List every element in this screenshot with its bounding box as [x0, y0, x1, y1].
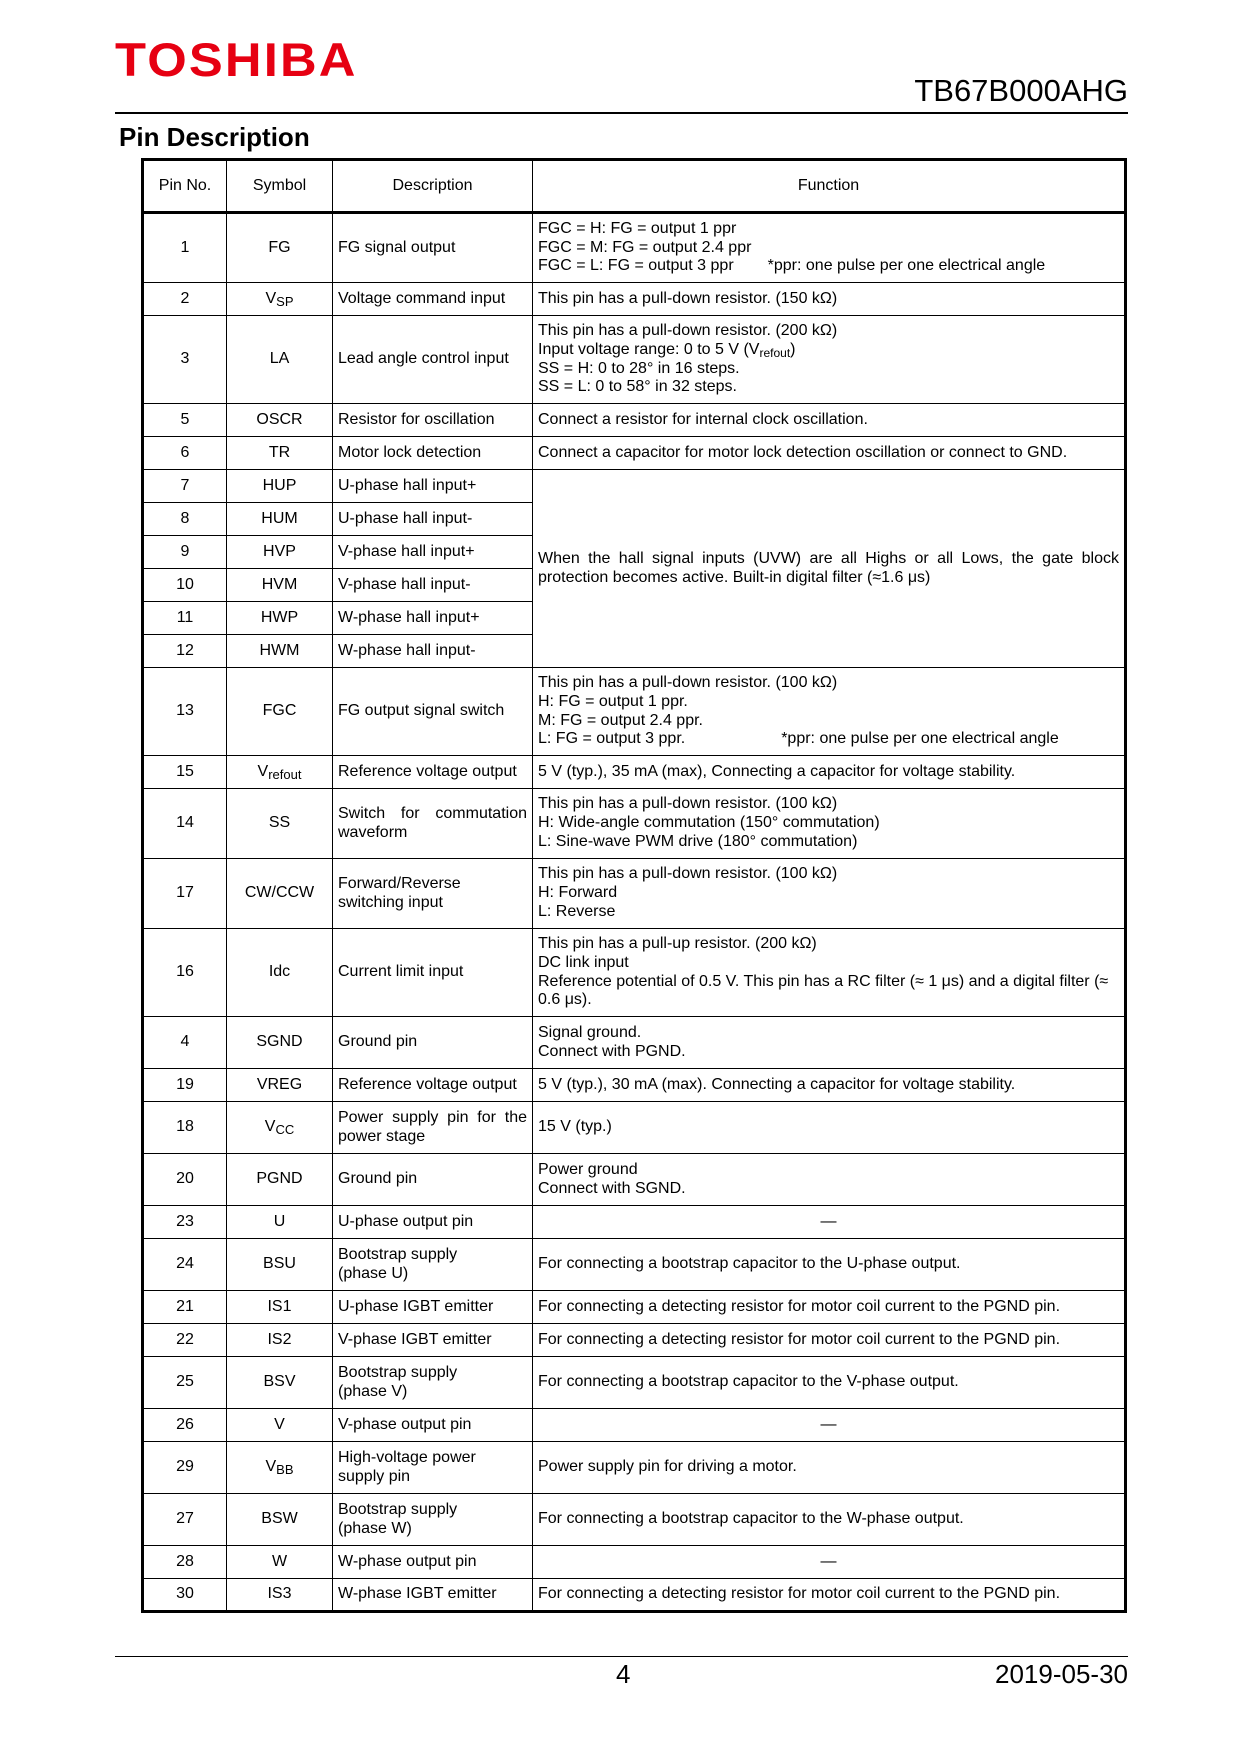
- function-line: Reference potential of 0.5 V. This pin has a RC filter (≈ 1 μs) and a digital filter (≈ 0.6 μs).: [538, 972, 1109, 1009]
- function-line: H: FG = output 1 ppr.: [538, 692, 688, 710]
- pin-symbol: SGND: [227, 1017, 333, 1069]
- function-line: SS = L: 0 to 58° in 32 steps.: [538, 378, 737, 396]
- pin-number: 28: [143, 1546, 227, 1579]
- pin-symbol: VREG: [227, 1069, 333, 1102]
- description-line: (phase U): [338, 1264, 409, 1282]
- function-line: Signal ground.: [538, 1023, 642, 1041]
- pin-description: V-phase output pin: [333, 1409, 533, 1442]
- table-row: [143, 1154, 1126, 1206]
- pin-symbol: BSW: [227, 1494, 333, 1546]
- pin-number: 3: [143, 316, 227, 404]
- pin-description: FG output signal switch: [333, 668, 533, 756]
- function-line: This pin has a pull-down resistor. (100 kΩ): [538, 865, 838, 883]
- pin-symbol: HUP: [227, 470, 333, 503]
- pin-symbol: FGC: [227, 668, 333, 756]
- description-line: Bootstrap supply: [338, 1363, 458, 1381]
- pin-number: 10: [143, 569, 227, 602]
- pin-symbol: CW/CCW: [227, 859, 333, 929]
- pin-symbol: HWM: [227, 635, 333, 668]
- symbol-main: V: [265, 289, 277, 307]
- pin-symbol: IS3: [227, 1579, 333, 1612]
- publication-date: 2019-05-30: [995, 1659, 1128, 1689]
- table-header-row: [143, 160, 1126, 213]
- function-line: H: Forward: [538, 884, 618, 902]
- part-number: TB67B000AHG: [914, 73, 1128, 108]
- pin-number: 14: [143, 789, 227, 859]
- symbol-main: V: [265, 1458, 277, 1476]
- pin-function: [533, 1154, 1126, 1206]
- pin-number: 25: [143, 1357, 227, 1409]
- ppr-note: *ppr: one pulse per one electrical angle: [781, 730, 1059, 748]
- pin-symbol: FG: [227, 213, 333, 283]
- pin-symbol: [227, 1442, 333, 1494]
- table-row: [143, 1409, 1126, 1442]
- pin-description: Resistor for oscillation: [333, 404, 533, 437]
- pin-function: For connecting a bootstrap capacitor to the U-phase output.: [533, 1239, 1126, 1291]
- pin-description: W-phase hall input+: [333, 602, 533, 635]
- pin-function: —: [533, 1409, 1126, 1442]
- description-line: Forward/Reverse: [338, 874, 461, 892]
- pin-description: [333, 1442, 533, 1494]
- pin-description: Power supply pin for the power stage: [333, 1102, 533, 1154]
- pin-function: This pin has a pull-down resistor. (150 kΩ): [533, 283, 1126, 316]
- pin-function: Power supply pin for driving a motor.: [533, 1442, 1126, 1494]
- pin-description: W-phase hall input-: [333, 635, 533, 668]
- pin-description: W-phase IGBT emitter: [333, 1579, 533, 1612]
- pin-function: For connecting a detecting resistor for motor coil current to the PGND pin.: [533, 1291, 1126, 1324]
- pin-function: 5 V (typ.), 35 mA (max), Connecting a capacitor for voltage stability.: [533, 756, 1126, 789]
- table-row: [143, 437, 1126, 470]
- table-row: [143, 1102, 1126, 1154]
- pin-number: 9: [143, 536, 227, 569]
- symbol-subscript: BB: [276, 1462, 294, 1478]
- pin-description: Reference voltage output: [333, 756, 533, 789]
- pin-description: [333, 1239, 533, 1291]
- pin-description: [333, 859, 533, 929]
- pin-function: [533, 316, 1126, 404]
- pin-number: 24: [143, 1239, 227, 1291]
- function-line: L: FG = output 3 ppr.: [538, 730, 686, 748]
- pin-number: 12: [143, 635, 227, 668]
- pin-symbol: IS1: [227, 1291, 333, 1324]
- pin-description: U-phase IGBT emitter: [333, 1291, 533, 1324]
- pin-function: —: [533, 1206, 1126, 1239]
- table-row: [143, 929, 1126, 1017]
- pin-description: Lead angle control input: [333, 316, 533, 404]
- footer-divider: [115, 1656, 1128, 1657]
- pin-function: 5 V (typ.), 30 mA (max). Connecting a capacitor for voltage stability.: [533, 1069, 1126, 1102]
- column-header-symbol: Symbol: [227, 160, 333, 213]
- pin-function: Connect a capacitor for motor lock detection oscillation or connect to GND.: [533, 437, 1126, 470]
- column-header-pin: Pin No.: [143, 160, 227, 213]
- description-line: Bootstrap supply: [338, 1500, 458, 1518]
- symbol-main: V: [257, 762, 269, 780]
- pin-function: 15 V (typ.): [533, 1102, 1126, 1154]
- function-line: DC link input: [538, 953, 629, 971]
- pin-symbol: U: [227, 1206, 333, 1239]
- table-row: [143, 1017, 1126, 1069]
- pin-symbol: HVP: [227, 536, 333, 569]
- pin-number: 4: [143, 1017, 227, 1069]
- pin-symbol: V: [227, 1409, 333, 1442]
- pin-number: 15: [143, 756, 227, 789]
- pin-function: [533, 1017, 1126, 1069]
- pin-description: V-phase hall input+: [333, 536, 533, 569]
- pin-number: 7: [143, 470, 227, 503]
- pin-number: 26: [143, 1409, 227, 1442]
- pin-function: [533, 929, 1126, 1017]
- pin-description: FG signal output: [333, 213, 533, 283]
- function-line: This pin has a pull-up resistor. (200 kΩ): [538, 934, 817, 952]
- function-line: FGC = L: FG = output 3 ppr: [538, 257, 734, 275]
- pin-number: 23: [143, 1206, 227, 1239]
- function-line: L: Reverse: [538, 902, 616, 920]
- pin-number: 22: [143, 1324, 227, 1357]
- pin-number: 8: [143, 503, 227, 536]
- function-line: FGC = M: FG = output 2.4 ppr: [538, 238, 752, 256]
- pin-description: U-phase hall input+: [333, 470, 533, 503]
- symbol-subscript: CC: [275, 1122, 295, 1138]
- description-line: (phase W): [338, 1519, 412, 1537]
- pin-number: 18: [143, 1102, 227, 1154]
- pin-symbol: Idc: [227, 929, 333, 1017]
- function-line: Power ground: [538, 1160, 638, 1178]
- pin-description: [333, 1357, 533, 1409]
- pin-number: 11: [143, 602, 227, 635]
- pin-function: [533, 213, 1126, 283]
- pin-function: For connecting a detecting resistor for motor coil current to the PGND pin.: [533, 1579, 1126, 1612]
- pin-number: 30: [143, 1579, 227, 1612]
- function-line: This pin has a pull-down resistor. (100 kΩ): [538, 795, 838, 813]
- function-line: This pin has a pull-down resistor. (100 kΩ): [538, 673, 838, 691]
- pin-symbol: TR: [227, 437, 333, 470]
- pin-description: Reference voltage output: [333, 1069, 533, 1102]
- function-line: M: FG = output 2.4 ppr.: [538, 711, 703, 729]
- column-header-function: Function: [533, 160, 1126, 213]
- pin-number: 21: [143, 1291, 227, 1324]
- hall-function: When the hall signal inputs (UVW) are all Highs or all Lows, the gate block protection becomes active. Built-in digital filter (≈1.6 μs): [533, 470, 1126, 668]
- pin-number: 2: [143, 283, 227, 316]
- table-row: [143, 1291, 1126, 1324]
- function-line: L: Sine-wave PWM drive (180° commutation): [538, 832, 858, 850]
- pin-description: [333, 1494, 533, 1546]
- function-line: Connect with SGND.: [538, 1179, 686, 1197]
- description-line: Bootstrap supply: [338, 1245, 458, 1263]
- pin-function: [533, 789, 1126, 859]
- table-row: [143, 1546, 1126, 1579]
- pin-symbol: [227, 283, 333, 316]
- symbol-main: V: [264, 1118, 276, 1136]
- pin-symbol: [227, 1102, 333, 1154]
- symbol-subscript: refout: [268, 766, 302, 782]
- pin-description: Voltage command input: [333, 283, 533, 316]
- function-line-end: ): [790, 340, 796, 358]
- table-row: [143, 316, 1126, 404]
- function-subscript: refout: [759, 345, 791, 360]
- pin-description: Ground pin: [333, 1154, 533, 1206]
- pin-symbol: HUM: [227, 503, 333, 536]
- ppr-note: *ppr: one pulse per one electrical angle: [767, 257, 1046, 275]
- table-row: [143, 470, 1126, 503]
- table-row: [143, 756, 1126, 789]
- table-row: [143, 283, 1126, 316]
- table-row: [143, 1442, 1126, 1494]
- table-row: [143, 668, 1126, 756]
- pin-symbol: PGND: [227, 1154, 333, 1206]
- pin-symbol: IS2: [227, 1324, 333, 1357]
- function-line: H: Wide-angle commutation (150° commutation): [538, 814, 880, 832]
- pin-description: V-phase hall input-: [333, 569, 533, 602]
- pin-description: Motor lock detection: [333, 437, 533, 470]
- table-row: [143, 213, 1126, 283]
- pin-number: 5: [143, 404, 227, 437]
- pin-symbol: BSU: [227, 1239, 333, 1291]
- header-divider: [115, 112, 1128, 114]
- table-row: [143, 1206, 1126, 1239]
- description-line: supply pin: [338, 1467, 411, 1485]
- pin-symbol: LA: [227, 316, 333, 404]
- pin-number: 1: [143, 213, 227, 283]
- page-number: 4: [616, 1659, 631, 1689]
- description-line: (phase V): [338, 1382, 408, 1400]
- pin-function: [533, 859, 1126, 929]
- pin-function: [533, 668, 1126, 756]
- brand-logo: TOSHIBA: [115, 33, 358, 86]
- pin-function: For connecting a bootstrap capacitor to the W-phase output.: [533, 1494, 1126, 1546]
- description-line: High-voltage power: [338, 1448, 476, 1466]
- pin-function: —: [533, 1546, 1126, 1579]
- pin-description: Current limit input: [333, 929, 533, 1017]
- function-line: This pin has a pull-down resistor. (200 kΩ): [538, 321, 838, 339]
- pin-symbol: SS: [227, 789, 333, 859]
- pin-symbol: HWP: [227, 602, 333, 635]
- pin-number: 17: [143, 859, 227, 929]
- section-title: Pin Description: [119, 122, 310, 152]
- table-row: [143, 1357, 1126, 1409]
- pin-symbol: OSCR: [227, 404, 333, 437]
- pin-function: For connecting a detecting resistor for motor coil current to the PGND pin.: [533, 1324, 1126, 1357]
- pin-description-table: [141, 158, 1127, 1613]
- pin-number: 19: [143, 1069, 227, 1102]
- table-row: [143, 1579, 1126, 1612]
- table-row: [143, 1494, 1126, 1546]
- table-row: [143, 404, 1126, 437]
- function-line: FGC = H: FG = output 1 ppr: [538, 219, 737, 237]
- table-row: [143, 1324, 1126, 1357]
- pin-description: U-phase hall input-: [333, 503, 533, 536]
- pin-symbol: [227, 756, 333, 789]
- description-line: switching input: [338, 893, 443, 911]
- pin-description: U-phase output pin: [333, 1206, 533, 1239]
- pin-symbol: BSV: [227, 1357, 333, 1409]
- pin-symbol: HVM: [227, 569, 333, 602]
- table-row: [143, 859, 1126, 929]
- table-row: [143, 789, 1126, 859]
- pin-number: 20: [143, 1154, 227, 1206]
- function-line: SS = H: 0 to 28° in 16 steps.: [538, 359, 740, 377]
- pin-function: For connecting a bootstrap capacitor to the V-phase output.: [533, 1357, 1126, 1409]
- pin-description: V-phase IGBT emitter: [333, 1324, 533, 1357]
- column-header-description: Description: [333, 160, 533, 213]
- pin-description: Ground pin: [333, 1017, 533, 1069]
- function-line: Input voltage range: 0 to 5 V (V: [538, 340, 760, 358]
- function-line: Connect with PGND.: [538, 1042, 686, 1060]
- pin-number: 13: [143, 668, 227, 756]
- pin-function: Connect a resistor for internal clock oscillation.: [533, 404, 1126, 437]
- pin-number: 29: [143, 1442, 227, 1494]
- pin-symbol: W: [227, 1546, 333, 1579]
- table-row: [143, 1239, 1126, 1291]
- pin-description: W-phase output pin: [333, 1546, 533, 1579]
- pin-description: Switch for commutation waveform: [333, 789, 533, 859]
- pin-number: 16: [143, 929, 227, 1017]
- table-row: [143, 1069, 1126, 1102]
- symbol-subscript: SP: [276, 293, 294, 309]
- pin-number: 27: [143, 1494, 227, 1546]
- pin-number: 6: [143, 437, 227, 470]
